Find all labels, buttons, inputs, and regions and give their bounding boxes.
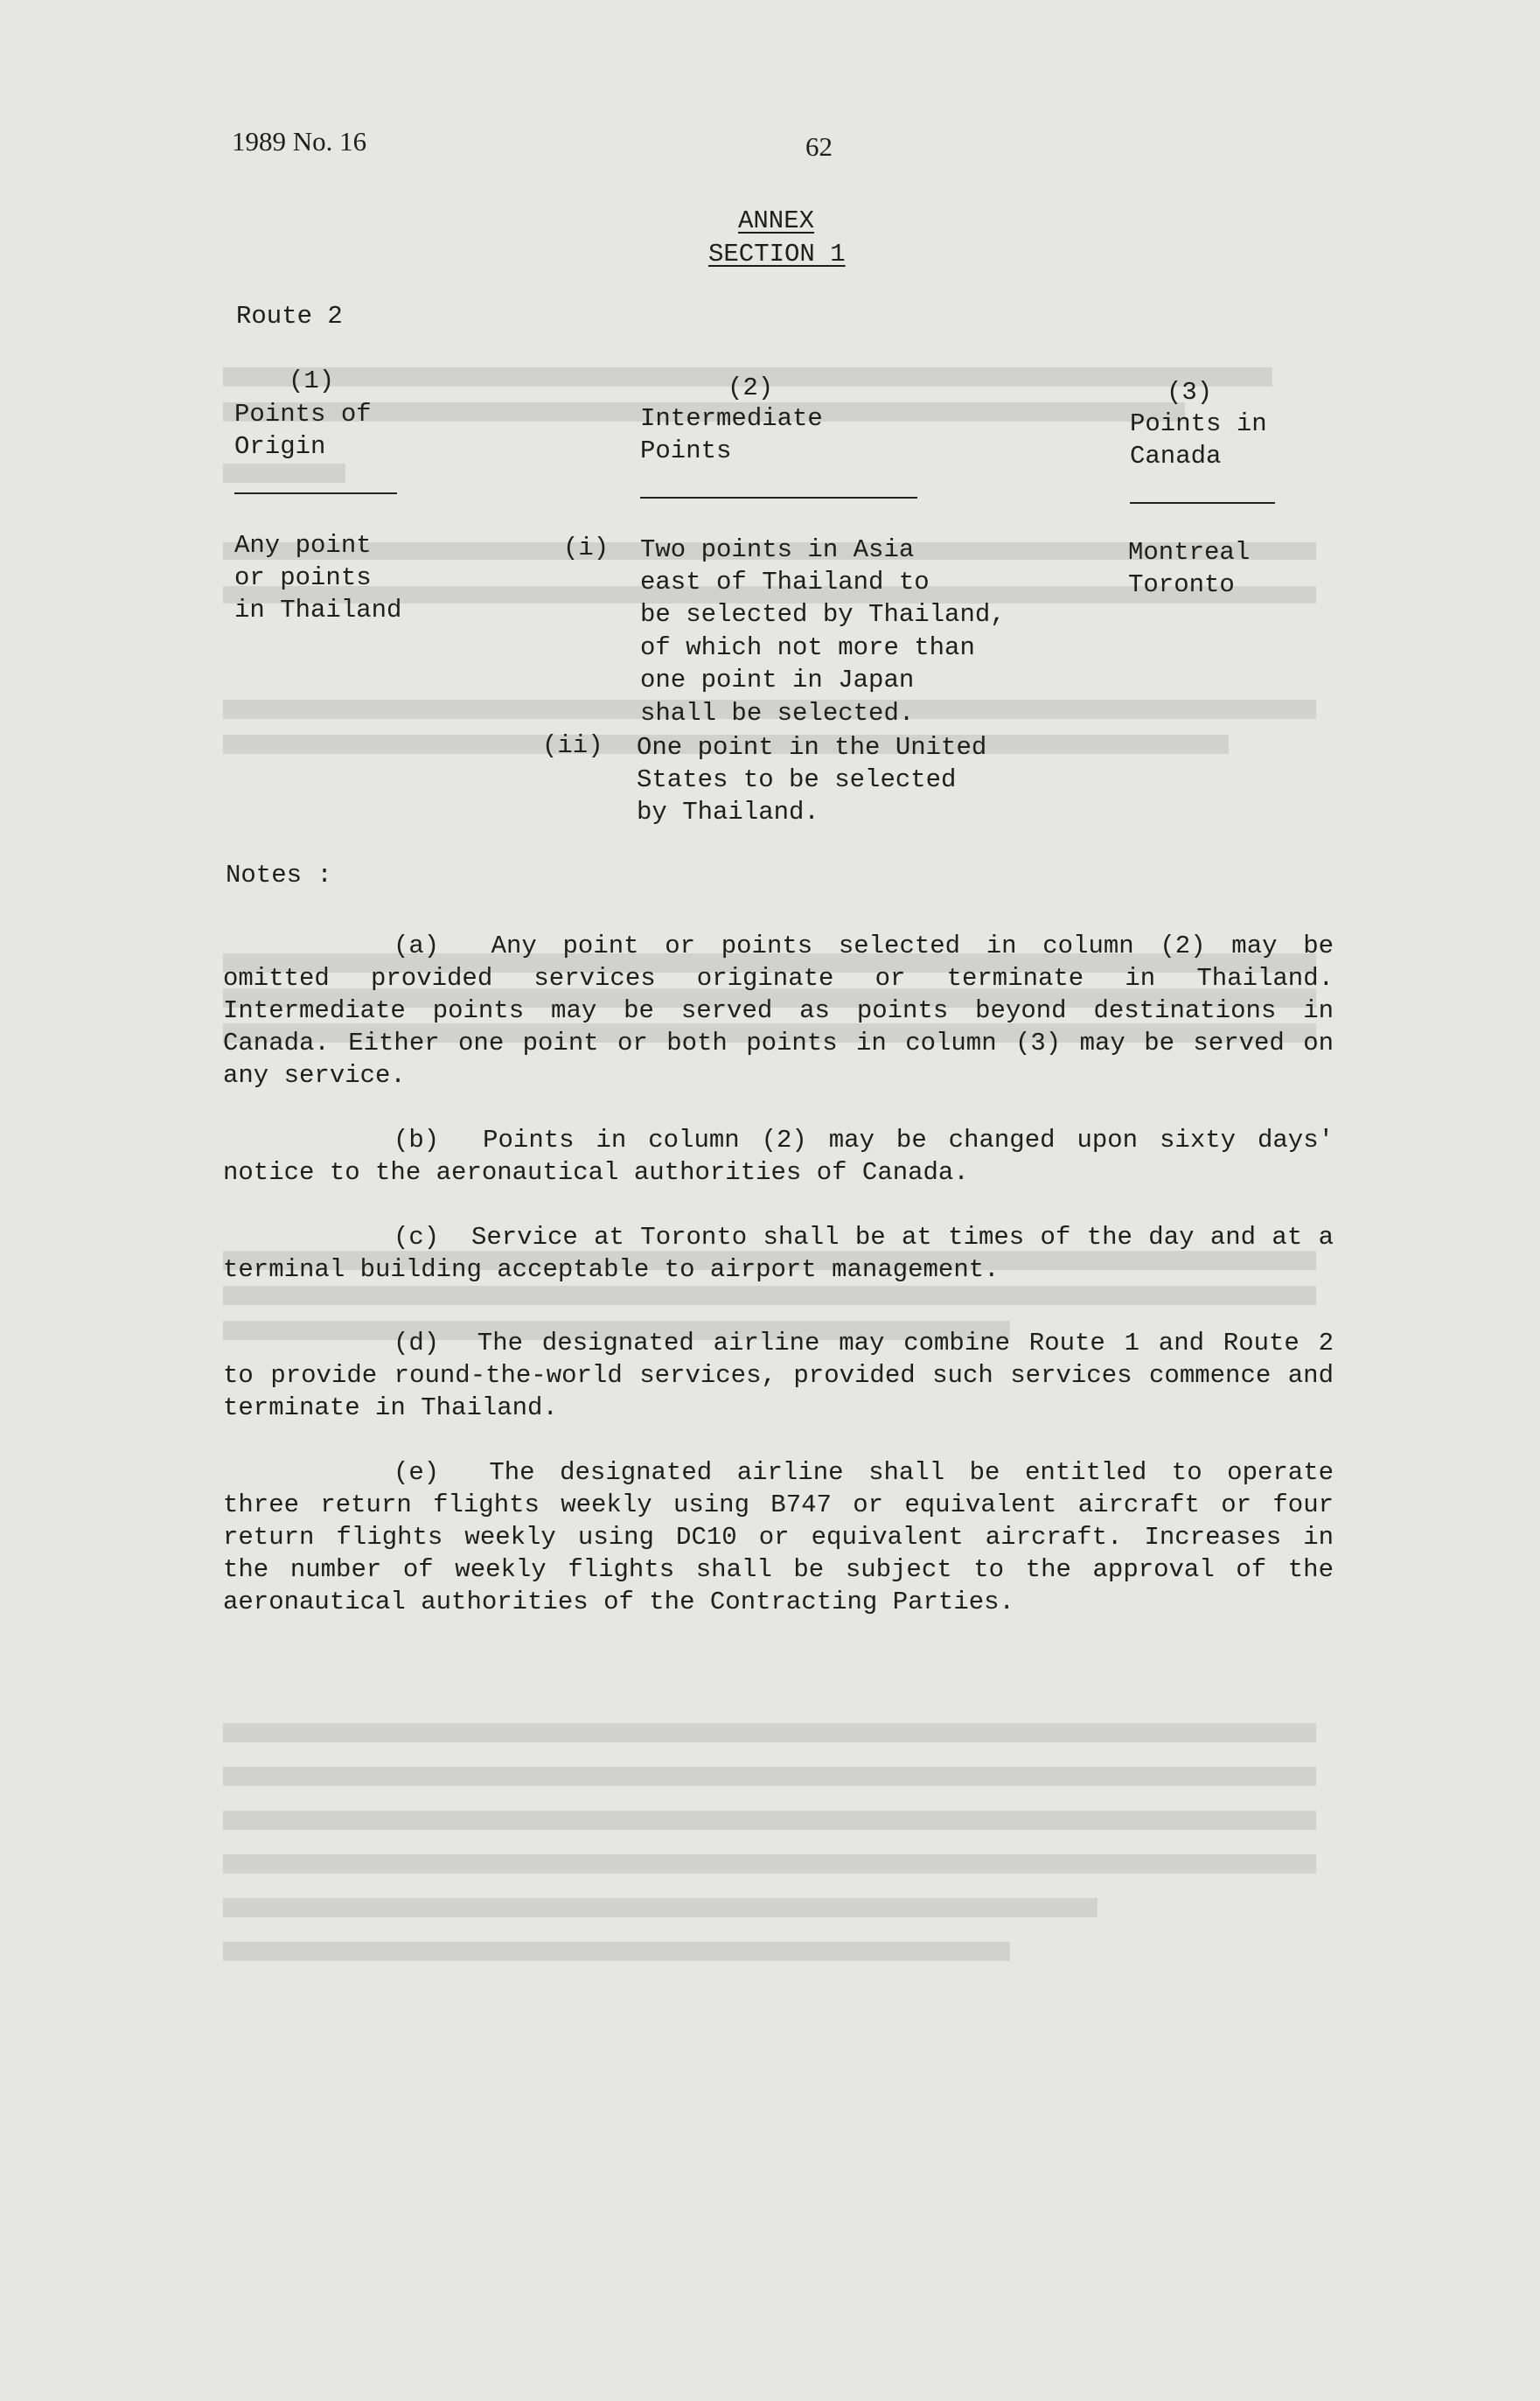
intermediate-i-line: one point in Japan: [640, 666, 915, 694]
column-1-heading-line2: Origin: [234, 432, 326, 461]
note-b: [223, 1124, 1334, 1189]
note-text: Points in column (2) may be changed upon sixty days' notice to the aeronautical authorities of Canada.: [223, 1126, 1334, 1187]
origin-line: or points: [234, 563, 372, 592]
intermediate-i-line: shall be selected.: [640, 699, 915, 728]
canada-point: Toronto: [1128, 570, 1235, 599]
citation: 1989 No. 16: [232, 126, 367, 157]
column-3-rule: [1130, 502, 1275, 504]
intermediate-ii-line: by Thailand.: [637, 798, 819, 827]
column-1-heading-line1: Points of: [234, 400, 372, 429]
note-a: [223, 930, 1334, 1092]
note-c: [223, 1221, 1334, 1286]
note-text: The designated airline shall be entitled to operate three return flights weekly using B747 or equivalent aircraft or four return flights weekly using DC10 or equivalent aircraft. Increases in the number of weekly flights shall be subject to the approval of the aeronautical authorities of the Contracting Parties.: [223, 1458, 1334, 1616]
note-marker: (d): [394, 1329, 440, 1358]
intermediate-ii-marker: (ii): [542, 731, 603, 760]
column-1-number: (1): [289, 366, 335, 395]
intermediate-i-line: east of Thailand to: [640, 568, 930, 597]
section-title: SECTION 1: [708, 240, 846, 269]
annex-title: ANNEX: [738, 206, 815, 235]
note-marker: (e): [394, 1458, 440, 1487]
note-marker: (a): [394, 932, 440, 960]
intermediate-i-line: Two points in Asia: [640, 535, 915, 564]
intermediate-ii-line: States to be selected: [637, 765, 957, 794]
origin-line: in Thailand: [234, 596, 402, 625]
column-3-heading-line2: Canada: [1130, 442, 1222, 471]
intermediate-i-line: of which not more than: [640, 633, 975, 662]
column-2-number: (2): [728, 373, 774, 402]
column-3-number: (3): [1167, 378, 1213, 407]
note-e: [223, 1456, 1334, 1618]
route-label: Route 2: [236, 302, 343, 331]
note-text: Any point or points selected in column (2) may be omitted provided services originate or terminate in Thailand. Intermediate points may be served as points beyond destinations in Canada. Either one point or both points in column (3) may be served on any service.: [223, 932, 1334, 1090]
column-2-heading-line1: Intermediate: [640, 404, 823, 433]
note-text: The designated airline may combine Route 1 and Route 2 to provide round-the-world services, provided such services commence and terminate in Thailand.: [223, 1329, 1334, 1422]
column-1-rule: [234, 492, 397, 494]
canada-point: Montreal: [1128, 538, 1251, 567]
column-2-rule: [640, 497, 917, 499]
origin-line: Any point: [234, 531, 372, 560]
note-marker: (c): [394, 1223, 440, 1252]
notes-label: Notes :: [226, 861, 332, 890]
note-d: [223, 1327, 1334, 1424]
note-marker: (b): [394, 1126, 440, 1155]
intermediate-ii-line: One point in the United: [637, 733, 987, 762]
intermediate-i-marker: (i): [563, 534, 610, 562]
column-3-heading-line1: Points in: [1130, 409, 1267, 438]
intermediate-i-line: be selected by Thailand,: [640, 600, 1006, 629]
column-2-heading-line2: Points: [640, 436, 732, 465]
note-text: Service at Toronto shall be at times of the day and at a terminal building acceptable to airport management.: [223, 1223, 1334, 1284]
page-number: 62: [805, 131, 833, 162]
